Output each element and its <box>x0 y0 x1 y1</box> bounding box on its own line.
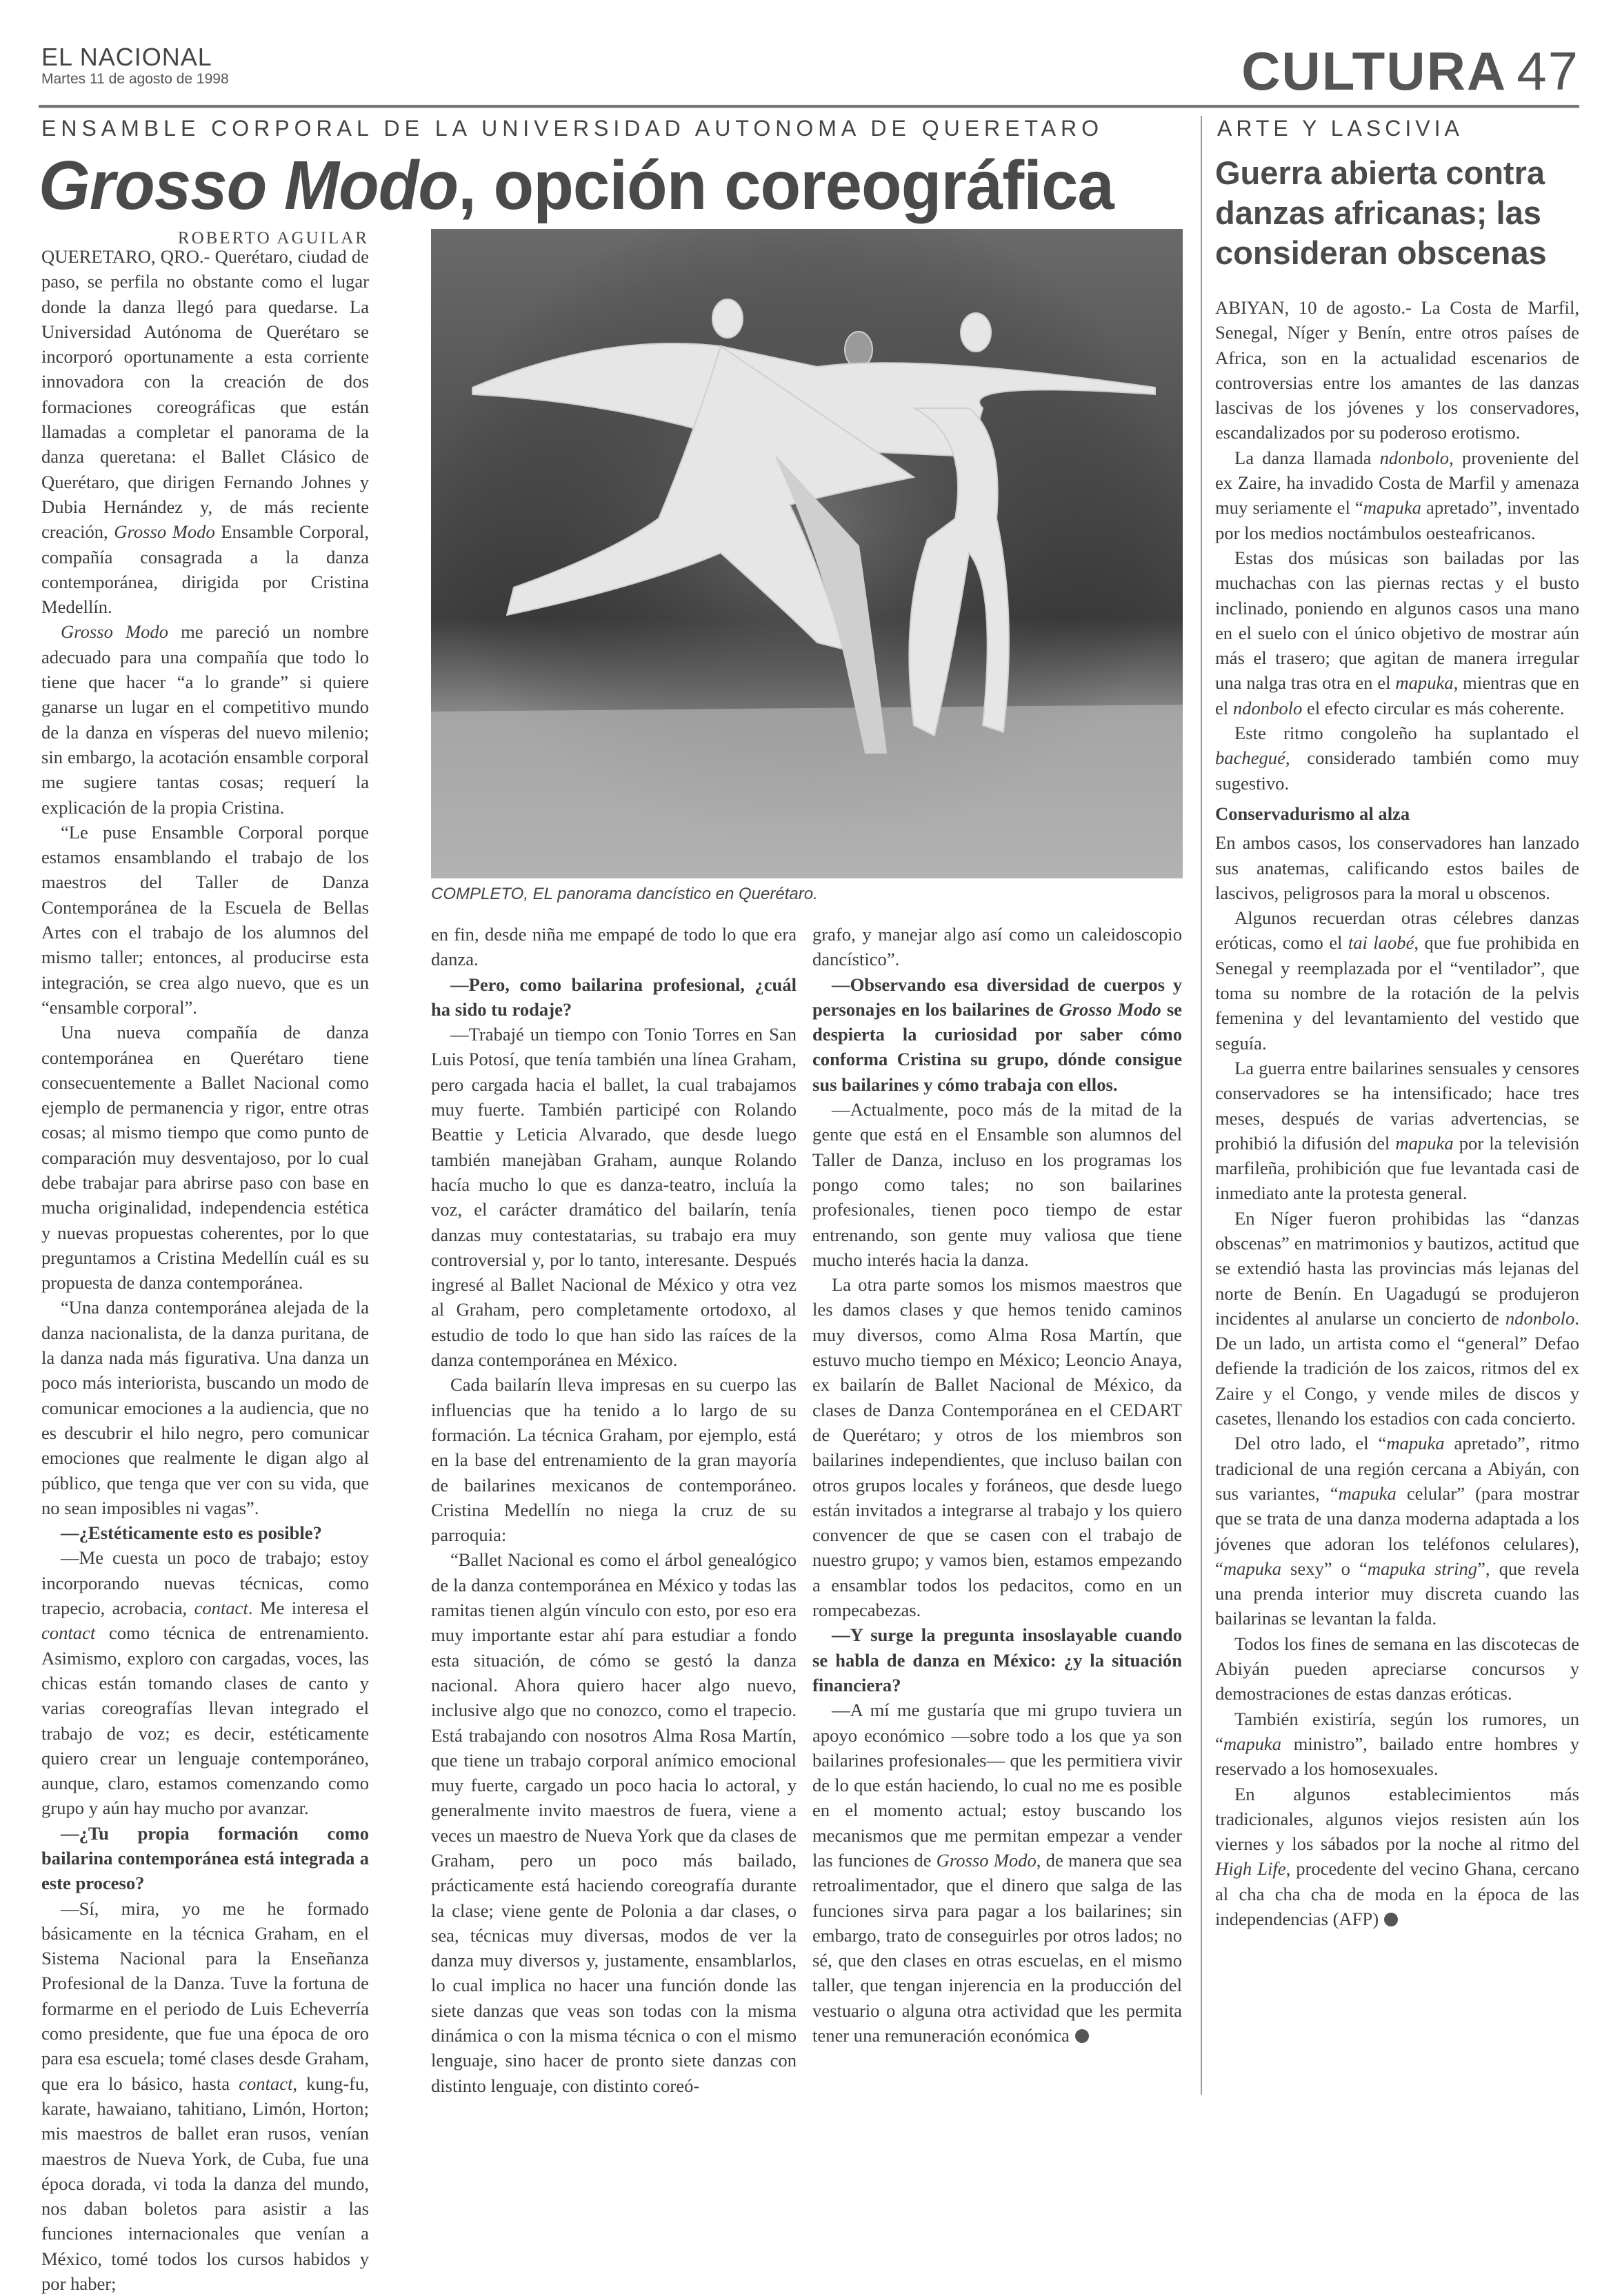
column-divider <box>1201 116 1202 2095</box>
italic-term: mapuka <box>1395 672 1454 694</box>
headline-italic: Grosso Modo <box>39 147 459 224</box>
paragraph: En Níger fueron prohibidas las “danzas obscenas” en matrimonios y bautizos, actitud que se extendió hasta las provincias más lejanas del norte de Benín. En Uagadugú se produjeron incidentes al anularse un concierto de ndonbolo. De un lado, un artista como el “general” Defao defiende la tradición de los zaicos, ritmos del ex Zaire y el Congo, y vende miles de discos y casetes, llenando los estadios con cada concierto. <box>1215 1207 1579 1429</box>
article-column-1 <box>41 244 369 2296</box>
italic-term: Grosso Modo <box>114 521 215 543</box>
italic-term: ndonbolo <box>1505 1307 1575 1329</box>
paragraph: La danza llamada ndonbolo, proveniente del ex Zaire, ha invadido Costa de Marfil y amenaza muy seriamente el “mapuka apretado”, inventado por los medios noctámbulos oesteafricanos. <box>1215 447 1579 543</box>
paragraph: Del otro lado, el “mapuka apretado”, ritmo tradicional de una región cercana a Abiyán, con sus variantes, “mapuka celular” (para mostrar que se trata de una danza moderna adaptada a los jóvenes que adoran los teléfonos celulares), “mapuka sexy” o “mapuka string”, que revela una prenda interior muy discreta cuando las bailarinas se levantan la falda. <box>1215 1433 1579 1629</box>
section-name: CULTURA <box>1241 41 1508 101</box>
interview-question: —Pero, como bailarina profesional, ¿cuál ha sido tu rodaje? <box>431 974 797 1020</box>
end-of-article-mark <box>1384 1913 1398 1926</box>
italic-term: mapuka string <box>1367 1558 1478 1579</box>
paragraph: ABIYAN, 10 de agosto.- La Costa de Marfil, Senegal, Níger y Benín, entre otros países de Africa, son en la actualidad escenarios de controversias entre los amantes de las danzas lascivas de los jóvenes y los conservadores, escandalizados por su poderoso erotismo. <box>1215 297 1579 443</box>
section-header <box>1241 40 1579 103</box>
italic-term: Grosso Modo <box>61 621 169 643</box>
italic-term: High Life <box>1215 1858 1286 1880</box>
side-article-body <box>1215 295 1579 1931</box>
interview-question: —Y surge la pregunta insoslayable cuando se habla de danza en México: ¿y la situación financiera? <box>812 1624 1182 1695</box>
paragraph: Estas dos músicas son bailadas por las muchachas con las piernas rectas y el busto inclinado, poniendo en algunos casos una mano en el suelo con el único objetivo de mostrar aún más el trasero; que agitan de manera irregular una nalga tras otra en el mapuka, mientras que en el ndonbolo el efecto circular es más coherente. <box>1215 547 1579 718</box>
article-column-2 <box>431 922 797 2098</box>
paragraph: “Le puse Ensamble Corporal porque estamos ensamblando el trabajo de los maestros del Taller de Danza Contemporánea de la Escuela de Bellas Artes con el trabajo de los alumnos del mismo taller; entonces, al producirse esta integración, se crea algo nuevo, que es un “ensamble corporal”. <box>41 821 369 1018</box>
paragraph: —Trabajé un tiempo con Tonio Torres en San Luis Potosí, que tenía también una línea Graham, pero cargada hacia el ballet, la cual trabajamos muy fuerte. También participé con Rolando Beattie y Leticia Alvarado, que desde luego también manejàban Graham, aunque Rolando hacía mucho lo que es danza-teatro, incluía la voz, el carácter dramático del bailarín, tenía danzas muy contestatarias, su trabajo era muy controversial y, por lo tanto, interesante. Después ingresé al Ballet Nacional de México y otra vez al Graham, pero completamente ortodoxo, al estudio de todo lo que han sido las raíces de la danza contemporánea en México. <box>431 1024 797 1371</box>
paragraph: En algunos establecimientos más tradicionales, algunos viejos resisten aún los viernes y los sábados por la noche al ritmo del High Life, procedente del vecino Ghana, cercano al cha cha cha de moda en la época de las independencias (AFP) <box>1215 1783 1579 1929</box>
paragraph: QUERETARO, QRO.- Querétaro, ciudad de paso, se perfila no obstante como el lugar donde la danza llegó para quedarse. La Universidad Autónoma de Querétaro se incorporó oportunamente a esta corriente innovadora con la creación de dos formaciones coreográficas que están llamadas a completar el panorama de la danza queretana: el Ballet Clásico de Querétaro, que dirigen Fernando Johnes y Dubia Hernández y, de más reciente creación, Grosso Modo Ensamble Corporal, compañía consagrada a la danza contemporánea, dirigida por Cristina Medellín. <box>41 246 369 618</box>
italic-term: mapuka <box>1386 1433 1445 1454</box>
photo-caption: COMPLETO, EL panorama dancístico en Querétaro. <box>431 885 818 903</box>
issue-date: Martes 11 de agosto de 1998 <box>41 71 229 87</box>
italic-term: contact <box>41 1622 96 1644</box>
paragraph: La otra parte somos los mismos maestros que les damos clases y que hemos tenido caminos muy diversos, como Alma Rosa Martín, que estuvo mucho tiempo en México; Leoncio Anaya, ex bailarín de Ballet Nacional de México, da clases de Danza Contemporánea en el CEDART de Querétaro; y otros de los miembros son bailarines independientes, que incluso bailan con otros grupos locales y foráneos, que desde luego están invitados a integrarse al trabajo y los quiero convencer de que se casen con el trabajo de nuestro grupo; y vamos bien, estamos empezando a ensamblar todos los pedacitos, como en un rompecabezas. <box>812 1274 1182 1621</box>
italic-term: mapuka <box>1338 1482 1397 1504</box>
paragraph: Grosso Modo me pareció un nombre adecuado para una compañía que todo lo tiene que hacer “a lo grande” si quiere ganarse un lugar en el competitivo mundo de la danza en vísperas del nuevo milenio; sin embargo, la acotación ensamble corporal me sugiere tantas cosas; requerí la explicación de la propia Cristina. <box>41 621 369 818</box>
side-article-headline: Guerra abierta contra danzas africanas; las consideran obscenas <box>1215 154 1547 271</box>
italic-term: contact <box>239 2073 293 2094</box>
main-article-headline <box>39 146 1114 225</box>
paragraph: Cada bailarín lleva impresas en su cuerpo las influencias que ha tenido a lo largo de su formación. La técnica Graham, por ejemplo, está en la base del entrenamiento de la gran mayoría de bailarines mexicanos de contemporáneo. Cristina Medellín no niega la cruz de su parroquia: <box>431 1374 797 1546</box>
paragraph: Todos los fines de semana en las discotecas de Abiyán pueden apreciarse concursos y demostraciones de estas danzas eróticas. <box>1215 1633 1579 1704</box>
paragraph: —Sí, mira, yo me he formado básicamente en la técnica Graham, en el Sistema Nacional para la Enseñanza Profesional de la Danza. Tuve la fortuna de formarme en el periodo de Luis Echeverría como presidente, que fue una época de oro para esa escuela; tomé clases desde Graham, que era lo básico, hasta contact, kung-fu, karate, hawaiano, tahitiano, Limón, Horton; mis maestros de ballet eran rusos, venían maestros de Nueva York, de Cuba, fue una época dorada, vi toda la danza del mundo, nos daban boletos para asistir a las funciones internacionales que venían a México, tomé todos los cursos habidos y por haber; <box>41 1897 369 2295</box>
paragraph: “Ballet Nacional es como el árbol genealógico de la danza contemporánea en México y todas las ramitas tienen algún vínculo con esto, por eso era muy importante estar ahí para estudiar a fondo esta situación, de cómo se gestó la danza nacional. Ahora quiero hacer algo nuevo, inclusive algo que no conozco, como el trapecio. Está trabajando con nosotros Alma Rosa Martín, que tiene un trabajo corporal anímico emocional muy fuerte, cargado un poco hacia lo actoral, y generalmente invito maestros de fuera, viene a veces un maestro de Nueva York que da clases de Graham, pero un poco más bailado, prácticamente está haciendo coreografía durante la clase; viene gente de Polonia a dar clases, o sea, técnicas muy diversas, modos de ver la danza muy diversos y, justamente, ensamblarlos, lo cual implica no hacer una función donde las siete danzas que veas son todas con la misma dinámica o con la misma técnica o con el mismo lenguaje, sino hacer de pronto siete danzas con distinto lenguaje, con distinto coreó- <box>431 1549 797 2096</box>
subheading: Conservadurismo al alza <box>1215 803 1410 824</box>
paragraph: En ambos casos, los conservadores han lanzado sus anatemas, calificando estos bailes de lascivos, peligrosos para la moral u obscenos. <box>1215 832 1579 903</box>
header-rule <box>39 105 1579 108</box>
paragraph: —Me cuesta un poco de trabajo; estoy incorporando nuevas técnicas, como trapecio, acrobacia, contact. Me interesa el contact como técnica de entrenamiento. Asimismo, exploro con cargadas, voces, las chicas están tomando clases de canto y varias coreografías llevan integrado el trabajo de voz; es decir, estéticamente quiero crear un lenguaje contemporáneo, aunque, claro, estamos comenzando como grupo y aún hay mucho por avanzar. <box>41 1547 369 1819</box>
italic-term: ndonbolo <box>1379 447 1450 468</box>
main-article-kicker: ENSAMBLE CORPORAL DE LA UNIVERSIDAD AUTONOMA DE QUERETARO <box>41 116 1103 141</box>
italic-term: contact <box>194 1598 248 1619</box>
italic-term: mapuka <box>1363 497 1421 518</box>
italic-term: mapuka <box>1223 1733 1282 1754</box>
end-of-article-mark <box>1075 2029 1089 2043</box>
paragraph: grafo, y manejar algo así como un caleidoscopio dancístico”. <box>812 924 1182 970</box>
headline-rest: , opción coreográfica <box>458 147 1114 224</box>
italic-term: bachegué <box>1215 747 1285 769</box>
italic-term: tai laobé <box>1348 932 1414 954</box>
article-column-3 <box>812 922 1182 2048</box>
italic-term: Grosso Modo <box>1059 998 1161 1020</box>
paragraph: “Una danza contemporánea alejada de la danza nacionalista, de la danza puritana, de la danza nada más figurativa. Una danza un poco más interiorista, buscando un modo de comunicar emociones a la audiencia, que no es descubrir el hilo negro, pero comunicar emociones que realmente le digan algo al público, que tenga que ver con su vida, que no sean imposibles ni vagas”. <box>41 1297 369 1518</box>
paragraph: Este ritmo congoleño ha suplantado el bachegué, considerado también como muy sugestivo. <box>1215 723 1579 794</box>
paragraph: La guerra entre bailarines sensuales y censores conservadores se ha intensificado; hace tres meses, después de varias advertencias, se prohibió la difusión del mapuka por la televisión marfileña, prohibición que fue levantada casi de inmediato ante la protesta general. <box>1215 1057 1579 1204</box>
interview-question: —¿Estéticamente esto es posible? <box>61 1522 322 1544</box>
paragraph: —Actualmente, poco más de la mitad de la gente que está en el Ensamble son alumnos del Taller de Danza, incluso en los programas los pongo como tales; no son bailarines profesionales, tienen poco tiempo de estar entrenando, son gente muy valiosa que tiene mucho interés hacia la danza. <box>812 1099 1182 1270</box>
interview-question: —Observando esa diversidad de cuerpos y personajes en los bailarines de Grosso Modo se despierta la curiosidad por saber cómo conforma Cristina su grupo, dónde consigue sus bailarines y cómo trabaja con ellos. <box>812 974 1182 1095</box>
paragraph: También existiría, según los rumores, un “mapuka ministro”, bailado entre hombres y reservado a los homosexuales. <box>1215 1708 1579 1780</box>
paragraph: Algunos recuerdan otras célebres danzas eróticas, como el tai laobé, que fue prohibida en Senegal y reemplazada por el “ventilador”, que toma su nombre de la rotación de la pelvis femenina y del levantamiento del vestido que seguía. <box>1215 907 1579 1054</box>
italic-term: Grosso Modo <box>936 1849 1037 1871</box>
dance-photo <box>431 229 1183 878</box>
paragraph: en fin, desde niña me empapé de todo lo que era danza. <box>431 924 797 970</box>
paragraph: Una nueva compañía de danza contemporánea en Querétaro tiene consecuentemente a Ballet Nacional como ejemplo de permanencia y rigor, entre otras cosas; al mismo tiempo que como punto de comparación muy desventajoso, por lo cual debe trabajar para abrirse paso con base en mucha originalidad, independencia estética y nuevas propuestas coherentes, por lo que preguntamos a Cristina Medellín cuál es su propuesta de danza contemporánea. <box>41 1022 369 1293</box>
newspaper-name: EL NACIONAL <box>41 43 212 71</box>
paragraph: —A mí me gustaría que mi grupo tuviera un apoyo económico —sobre todo a los que ya son bailarines profesionales— que les permitiera vivir de lo que están haciendo, lo cual no me es posible en el momento actual; estoy buscando los mecanismos que me permitan empezar a vender las funciones de Grosso Modo, de manera que sea retroalimentador, que el dinero que salga de las funciones sirva para pagar a los bailarines; sin embargo, trato de conseguirles por otros lados; no sé, que den clases en otras escuelas, en el mismo taller, que tengan injerencia en la producción del vestuario o alguna otra actividad que les permita tener una remuneración económica <box>812 1700 1182 2046</box>
italic-term: ndonbolo <box>1232 697 1303 718</box>
page-number: 47 <box>1517 41 1579 101</box>
side-article-kicker: ARTE Y LASCIVIA <box>1217 116 1463 141</box>
interview-question: —¿Tu propia formación como bailarina contemporánea está integrada a este proceso? <box>41 1822 369 1894</box>
dancers-image <box>431 229 1183 878</box>
italic-term: mapuka <box>1395 1132 1454 1154</box>
byline: ROBERTO AGUILAR <box>177 229 369 248</box>
italic-term: mapuka <box>1223 1558 1282 1579</box>
